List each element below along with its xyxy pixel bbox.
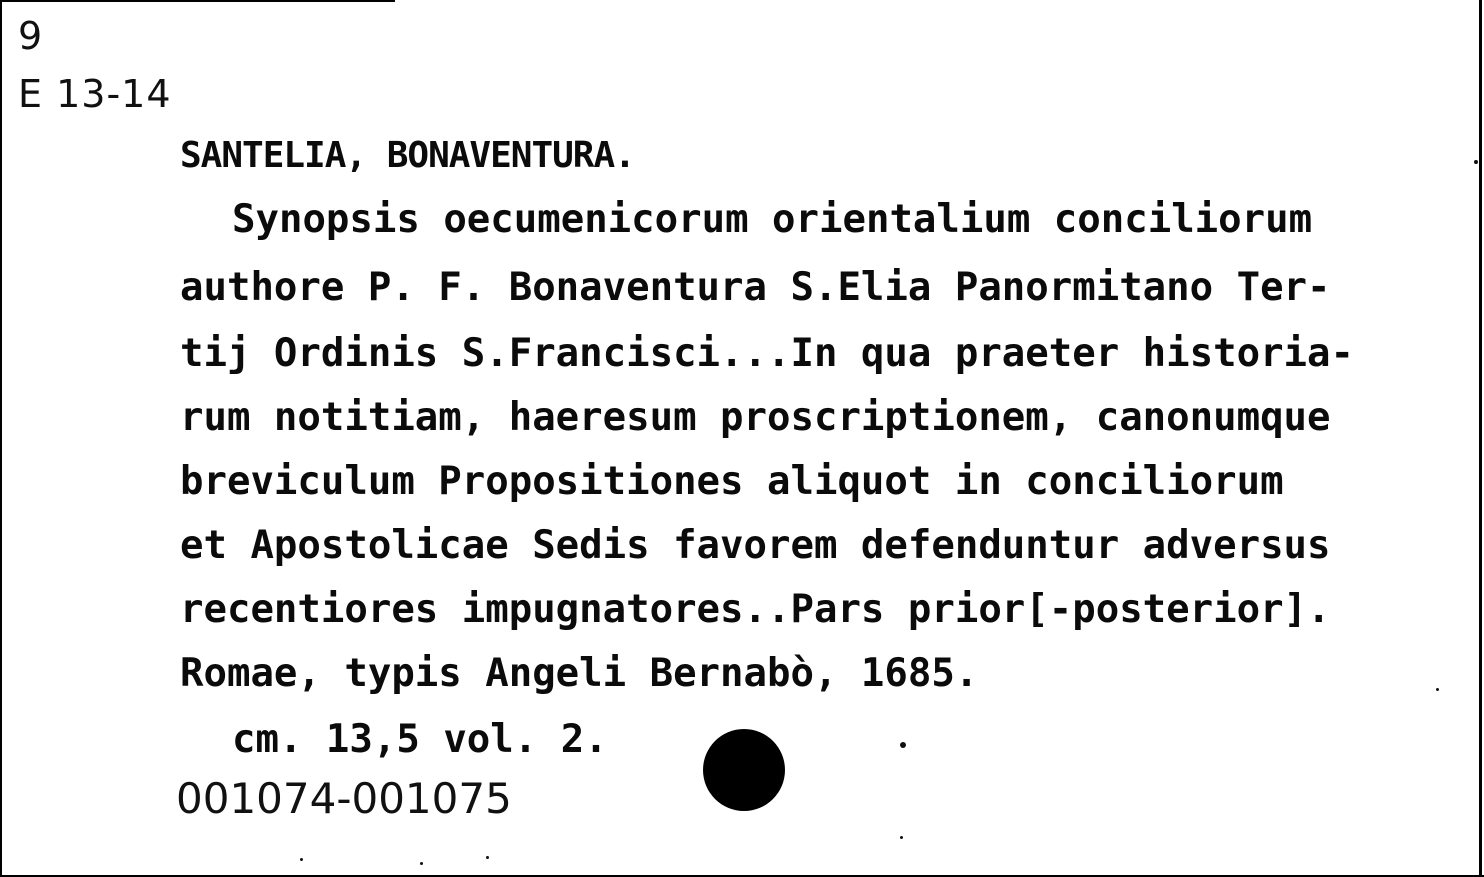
scan-speck (486, 856, 489, 859)
card-border-right (1479, 0, 1482, 877)
title-line-6: et Apostolicae Sedis favorem defenduntur adversus (180, 523, 1331, 568)
call-number-line-1: 9 (18, 14, 43, 58)
card-border-left (0, 0, 2, 877)
title-line-4: rum notitiam, haeresum proscriptionem, canonumque (180, 395, 1331, 440)
scan-speck (420, 862, 423, 865)
physical-description: cm. 13,5 vol. 2. (232, 717, 608, 762)
scan-speck (900, 742, 906, 748)
title-line-3: tij Ordinis S.Francisci...In qua praeter historia- (180, 331, 1354, 376)
accession-numbers: 001074-001075 (176, 774, 512, 823)
author-heading: SANTELIA, BONAVENTURA. (180, 135, 635, 176)
title-line-1: Synopsis oecumenicorum orientalium conciliorum (232, 197, 1313, 242)
title-line-7: recentiores impugnatores..Pars prior[-posterior]. (180, 587, 1331, 632)
scan-speck (300, 858, 303, 861)
punch-hole (703, 729, 785, 811)
title-line-2: authore P. F. Bonaventura S.Elia Panormitano Ter- (180, 265, 1331, 310)
scan-speck (900, 836, 903, 839)
call-number-line-2: E 13-14 (18, 72, 172, 116)
scan-speck (1474, 160, 1478, 164)
card-border-top (0, 0, 395, 2)
scan-speck (1436, 688, 1439, 691)
title-line-5: breviculum Propositiones aliquot in conciliorum (180, 459, 1284, 504)
imprint-line: Romae, typis Angeli Bernabò, 1685. (180, 651, 979, 696)
